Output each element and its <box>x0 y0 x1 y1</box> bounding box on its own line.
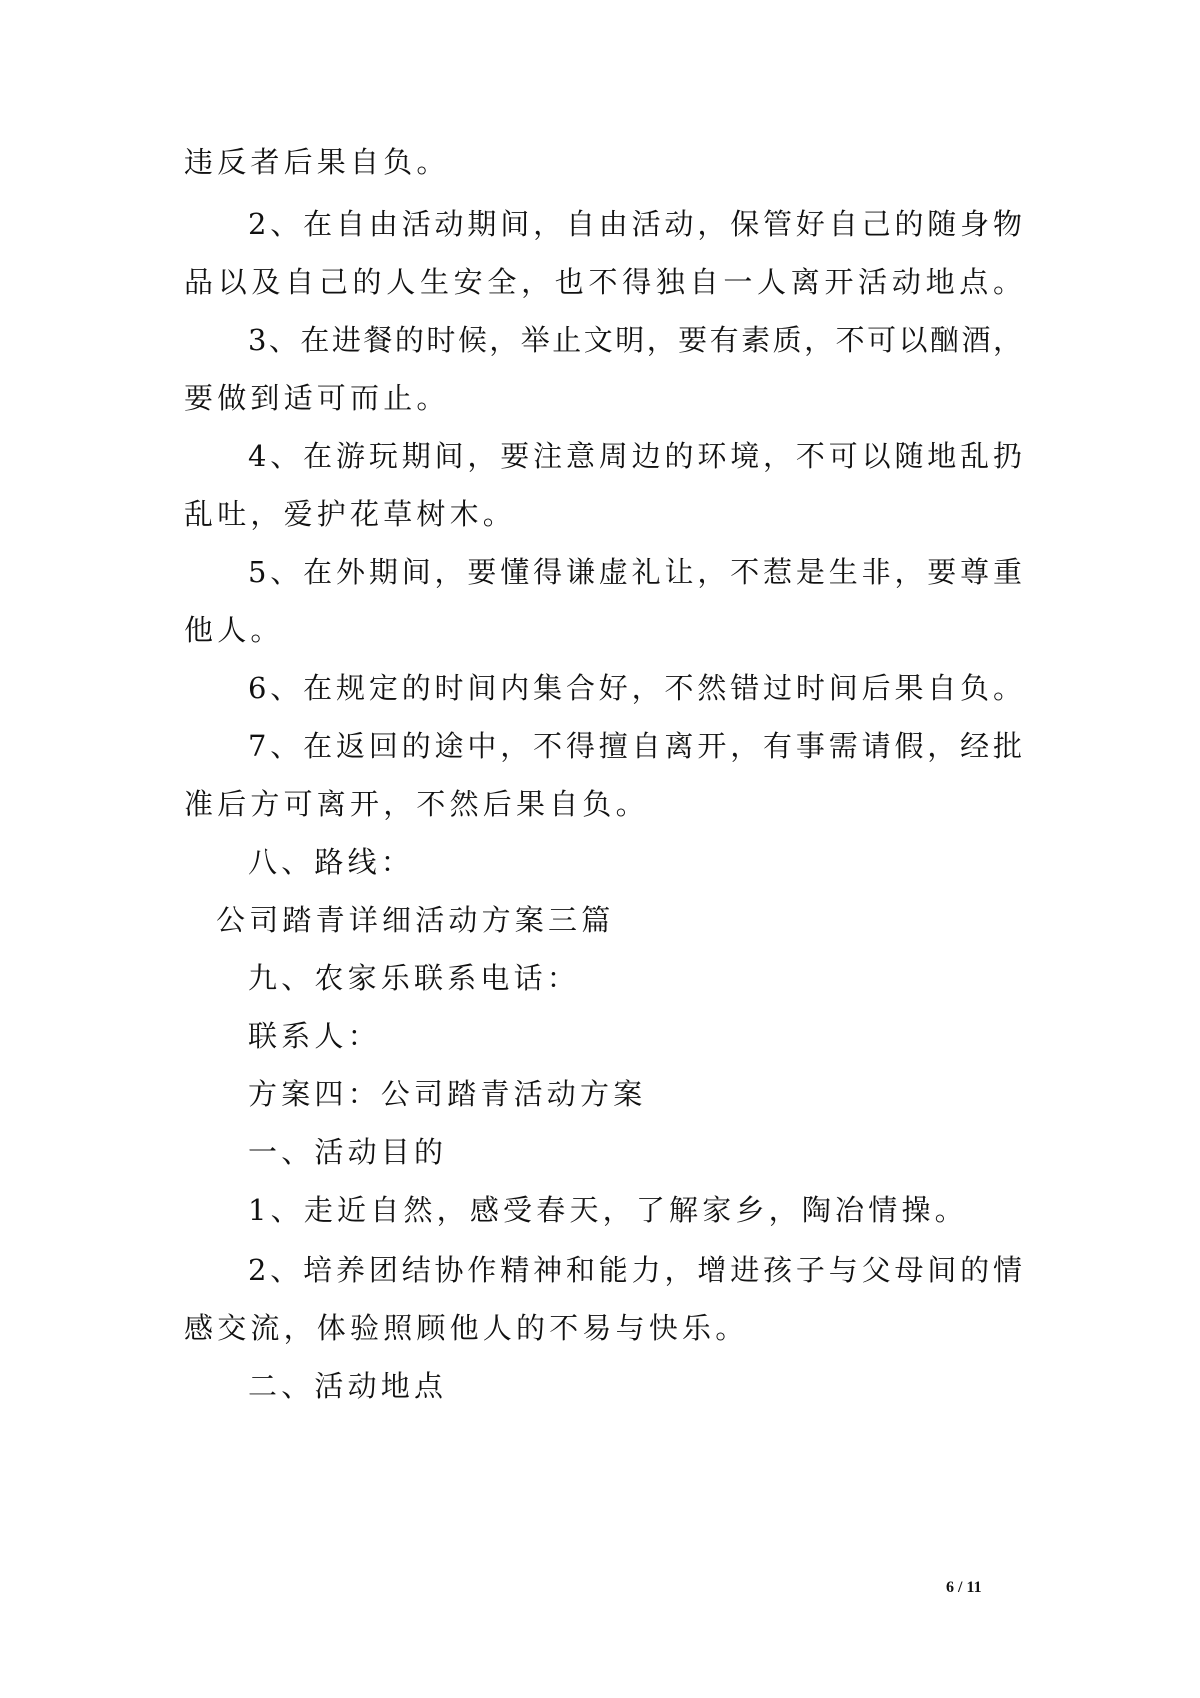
text-line: 准后方可离开，不然后果自负。 <box>184 787 649 821</box>
text-line: 品以及自己的人生安全，也不得独自一人离开活动地点。 <box>184 265 1022 299</box>
text-line: 6、在规定的时间内集合好，不然错过时间后果自负。 <box>248 671 1022 705</box>
section-heading: 二、活动地点 <box>248 1369 448 1403</box>
section-heading: 一、活动目的 <box>248 1135 448 1169</box>
text-line: 他人。 <box>184 613 284 647</box>
text-line: 5、在外期间，要懂得谦虚礼让，不惹是生非，要尊重 <box>248 555 1022 589</box>
text-line: 7、在返回的途中，不得擅自离开，有事需请假，经批 <box>248 729 1022 763</box>
section-heading: 八、路线： <box>248 845 415 879</box>
text-line: 4、在游玩期间，要注意周边的环境，不可以随地乱扔 <box>248 439 1022 473</box>
text-line: 要做到适可而止。 <box>184 381 450 415</box>
section-heading: 九、农家乐联系电话： <box>248 961 581 995</box>
page-number: 6 / 11 <box>946 1579 982 1596</box>
text-line: 1、走近自然，感受春天，了解家乡，陶冶情操。 <box>248 1193 968 1227</box>
text-line: 2、在自由活动期间，自由活动，保管好自己的随身物 <box>248 207 1022 241</box>
text-line: 乱吐，爱护花草树木。 <box>184 497 517 531</box>
text-line: 违反者后果自负。 <box>184 145 450 179</box>
text-line: 3、在进餐的时候，举止文明，要有素质，不可以酗酒， <box>248 323 1022 357</box>
text-line: 感交流，体验照顾他人的不易与快乐。 <box>184 1311 749 1345</box>
text-line: 联系人： <box>248 1019 381 1053</box>
plan-heading: 方案四：公司踏青活动方案 <box>248 1077 647 1111</box>
document-title: 公司踏青详细活动方案三篇 <box>216 903 615 937</box>
text-line: 2、培养团结协作精神和能力，增进孩子与父母间的情 <box>248 1253 1022 1287</box>
